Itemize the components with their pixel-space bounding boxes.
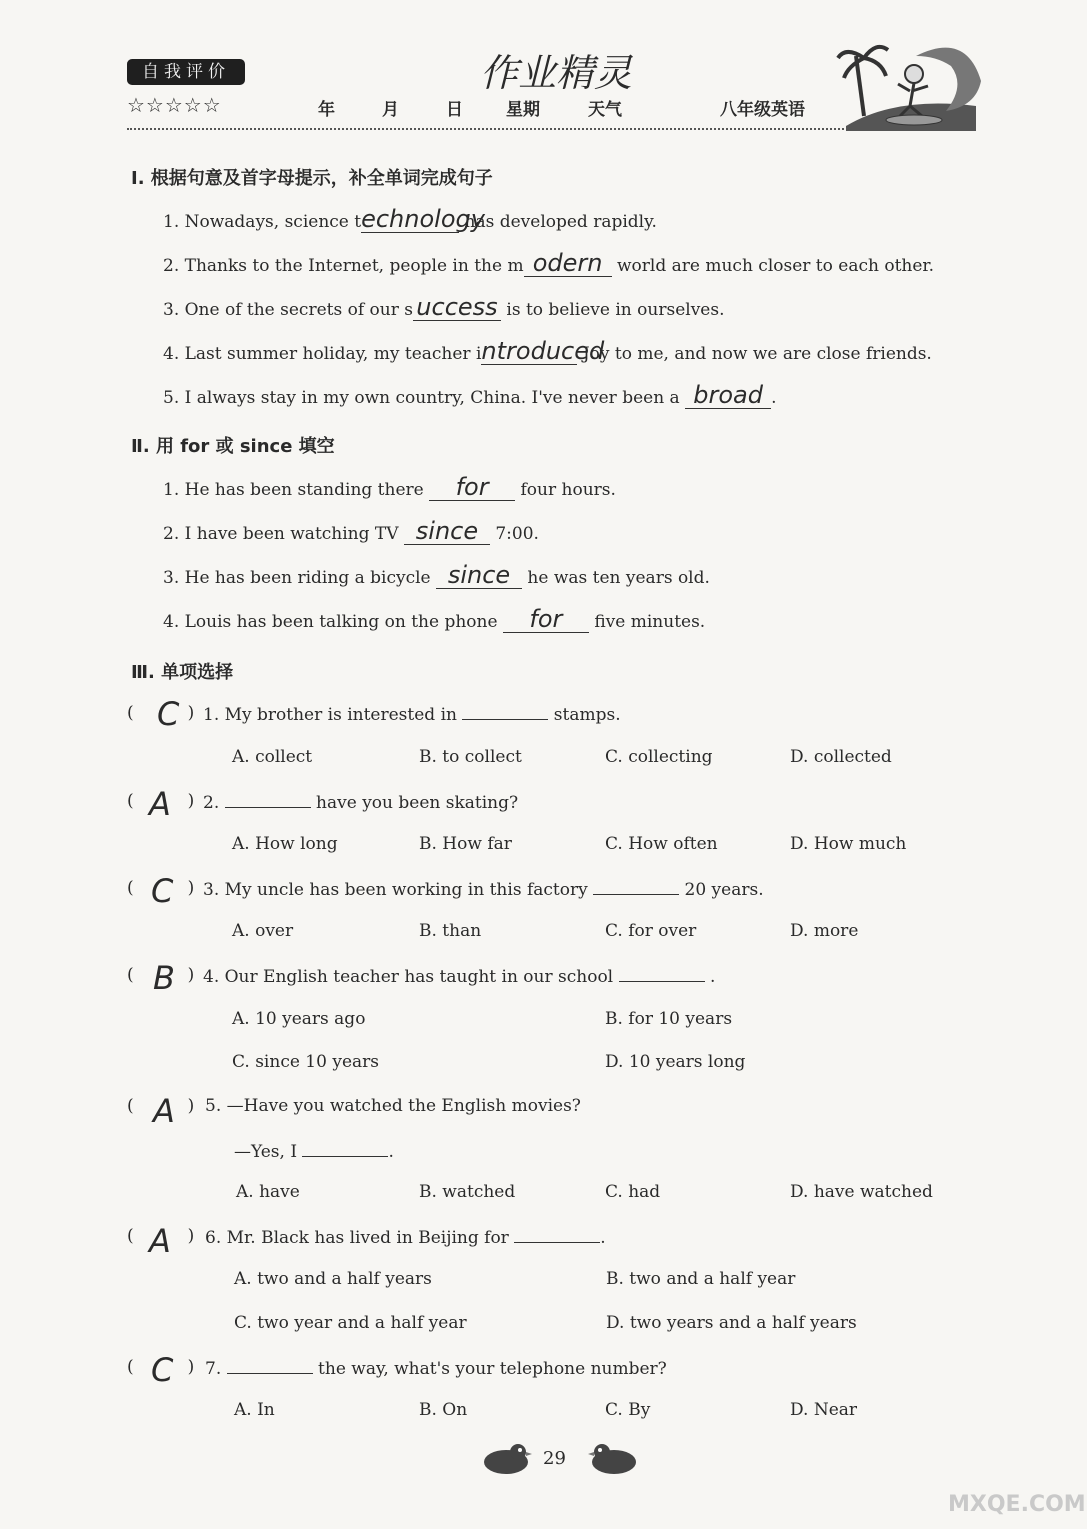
watermark: MXQE.COM: [948, 1492, 1086, 1517]
s1-item-4-blank: [481, 337, 605, 365]
s1-item-2: [163, 249, 935, 277]
s2-item-1-post: four hours.: [520, 480, 616, 500]
s2-item-2-answer: since: [415, 517, 479, 545]
s2-item-2: [163, 517, 539, 545]
q5-blank: [302, 1140, 388, 1157]
q1-answer-paren: ( ) C: [127, 695, 195, 733]
q2-option-d: D. How much: [790, 834, 907, 854]
s1-item-2-answer: odern: [532, 249, 603, 277]
q7-option-a: A. In: [234, 1400, 275, 1420]
q1-post: stamps.: [553, 705, 621, 725]
q6-option-a: A. two and a half years: [234, 1269, 432, 1289]
q2-blank: [225, 791, 311, 808]
s1-item-5-pre: 5. I always stay in my own country, China. I've never been a: [163, 388, 680, 408]
q7-answer-paren: ( ) C: [127, 1351, 195, 1389]
grade-label: 八年级英语: [720, 100, 805, 120]
q7-handwritten-answer: C: [151, 1351, 174, 1389]
q5-text: 5. —Have you watched the English movies?: [205, 1096, 581, 1116]
q7-option-c: C. By: [605, 1400, 651, 1420]
q4-handwritten-answer: B: [153, 959, 175, 997]
q1-blank: [462, 703, 548, 720]
q6-blank: [514, 1226, 600, 1243]
q4-option-d: D. 10 years long: [605, 1052, 746, 1072]
s1-item-1: [163, 205, 657, 233]
s2-item-4-answer: for: [529, 605, 563, 633]
handwritten-title: 作业精灵: [480, 51, 633, 95]
s1-item-4-answer: ntroduced: [481, 337, 605, 365]
day-label: 日: [446, 100, 463, 120]
left-bird-icon: [482, 1442, 532, 1478]
q1-option-c: C. collecting: [605, 747, 713, 767]
q1-option-a: A. collect: [232, 747, 313, 767]
s2-item-1-pre: 1. He has been standing there: [163, 480, 424, 500]
s1-item-5: [163, 381, 777, 409]
q6-option-c: C. two year and a half year: [234, 1313, 467, 1333]
q4-option-a: A. 10 years ago: [232, 1009, 366, 1029]
s2-item-4: [163, 605, 706, 633]
q6-option-d: D. two years and a half years: [606, 1313, 857, 1333]
q6-handwritten-answer: A: [149, 1222, 171, 1260]
s1-item-1-blank: [361, 205, 485, 233]
q2-answer-paren: ( ) A: [127, 785, 195, 823]
self-evaluation-badge: 自我评价: [127, 59, 245, 85]
q7-blank: [227, 1357, 313, 1374]
s2-item-4-blank: [503, 605, 589, 633]
s2-item-3-blank: [436, 561, 522, 589]
s2-item-2-pre: 2. I have been watching TV: [163, 524, 399, 544]
q4-option-c: C. since 10 years: [232, 1052, 379, 1072]
q5-line2-text: —Yes, I: [234, 1142, 298, 1162]
q4-option-b: B. for 10 years: [605, 1009, 733, 1029]
month-label: 月: [382, 100, 399, 120]
q2-handwritten-answer: A: [149, 785, 171, 823]
q5-handwritten-answer: A: [153, 1092, 175, 1130]
q3-option-b: B. than: [419, 921, 482, 941]
header-divider: [127, 128, 855, 130]
q3-stem: [203, 878, 764, 900]
q6-text: 6. Mr. Black has lived in Beijing for: [205, 1228, 509, 1248]
s2-item-2-post: 7:00.: [495, 524, 539, 544]
section-2-title: Ⅱ. 用 for 或 since 填空: [131, 436, 335, 457]
q3-option-c: C. for over: [605, 921, 697, 941]
q6-stem: [205, 1226, 606, 1248]
q2-option-c: C. How often: [605, 834, 718, 854]
s2-item-4-post: five minutes.: [594, 612, 706, 632]
s2-item-1-answer: for: [455, 473, 489, 501]
q3-option-d: D. more: [790, 921, 859, 941]
s1-item-1-post: has developed rapidly.: [464, 212, 657, 232]
s2-item-3-answer: since: [447, 561, 511, 589]
q1-stem: [203, 703, 621, 725]
q4-post: .: [709, 967, 716, 987]
weather-label: 天气: [588, 100, 622, 120]
q6-option-b: B. two and a half year: [606, 1269, 796, 1289]
q6-post: .: [600, 1228, 606, 1248]
surfer-logo-icon: [836, 36, 986, 136]
q1-option-d: D. collected: [790, 747, 892, 767]
s1-item-1-answer: echnology: [361, 205, 485, 233]
s2-item-4-pre: 4. Louis has been talking on the phone: [163, 612, 498, 632]
s2-item-1: [163, 473, 616, 501]
q1-option-b: B. to collect: [419, 747, 522, 767]
q2-stem: [203, 791, 518, 813]
section-1-title: Ⅰ. 根据句意及首字母提示，补全单词完成句子: [131, 168, 493, 189]
q2-option-b: B. How far: [419, 834, 512, 854]
s1-item-2-pre: 2. Thanks to the Internet, people in the m: [163, 256, 524, 276]
q7-text: 7.: [205, 1359, 222, 1379]
s1-item-4-pre: 4. Last summer holiday, my teacher i: [163, 344, 482, 364]
q3-text: 3. My uncle has been working in this factory: [203, 880, 588, 900]
s2-item-3: [163, 561, 710, 589]
q7-stem: [205, 1357, 667, 1379]
s1-item-2-post: world are much closer to each other.: [617, 256, 935, 276]
q4-answer-paren: ( ) B: [127, 959, 195, 997]
q3-blank: [593, 878, 679, 895]
s1-item-2-blank: [524, 249, 612, 277]
q3-post: 20 years.: [684, 880, 764, 900]
q5-option-d: D. have watched: [790, 1182, 933, 1202]
page-number: 29: [543, 1448, 566, 1469]
s2-item-3-pre: 3. He has been riding a bicycle: [163, 568, 431, 588]
q5-post: .: [388, 1142, 394, 1162]
s1-item-4-post: Joy to me, and now we are close friends.: [582, 344, 932, 364]
q2-text: 2.: [203, 793, 220, 813]
q5-option-b: B. watched: [419, 1182, 516, 1202]
q3-option-a: A. over: [232, 921, 294, 941]
q5-option-a: A. have: [236, 1182, 300, 1202]
right-bird-icon: [588, 1442, 638, 1478]
q4-blank: [619, 965, 705, 982]
s2-item-2-blank: [404, 517, 490, 545]
q3-handwritten-answer: C: [151, 872, 174, 910]
q7-option-d: D. Near: [790, 1400, 858, 1420]
s1-item-3-pre: 3. One of the secrets of our s: [163, 300, 413, 320]
s1-item-5-answer: broad: [693, 381, 763, 409]
q2-option-a: A. How long: [232, 834, 338, 854]
q2-post: have you been skating?: [316, 793, 519, 813]
weekday-label: 星期: [506, 100, 540, 120]
q3-answer-paren: ( ) C: [127, 872, 195, 910]
s1-item-3-post: is to believe in ourselves.: [506, 300, 725, 320]
s1-item-3-blank: [413, 293, 501, 321]
q1-handwritten-answer: C: [157, 695, 180, 733]
s1-item-1-pre: 1. Nowadays, science t: [163, 212, 362, 232]
s1-item-5-post: .: [771, 388, 777, 408]
q6-answer-paren: ( ) A: [127, 1222, 195, 1260]
q4-text: 4. Our English teacher has taught in our school: [203, 967, 614, 987]
q5-line2: [234, 1140, 394, 1162]
q5-option-c: C. had: [605, 1182, 661, 1202]
q4-stem: [203, 965, 715, 987]
q5-answer-paren: ( ) A: [127, 1092, 195, 1130]
q7-post: the way, what's your telephone number?: [318, 1359, 667, 1379]
rating-stars: ☆☆☆☆☆: [127, 93, 222, 117]
q1-text: 1. My brother is interested in: [203, 705, 457, 725]
s1-item-4: [163, 337, 932, 365]
section-3-title: Ⅲ. 单项选择: [131, 662, 234, 683]
s1-item-3-answer: uccess: [416, 293, 498, 321]
s2-item-1-blank: [429, 473, 515, 501]
s2-item-3-post: he was ten years old.: [527, 568, 710, 588]
s1-item-3: [163, 293, 725, 321]
year-label: 年: [318, 100, 335, 120]
q7-option-b: B. On: [419, 1400, 468, 1420]
s1-item-5-blank: [685, 381, 771, 409]
